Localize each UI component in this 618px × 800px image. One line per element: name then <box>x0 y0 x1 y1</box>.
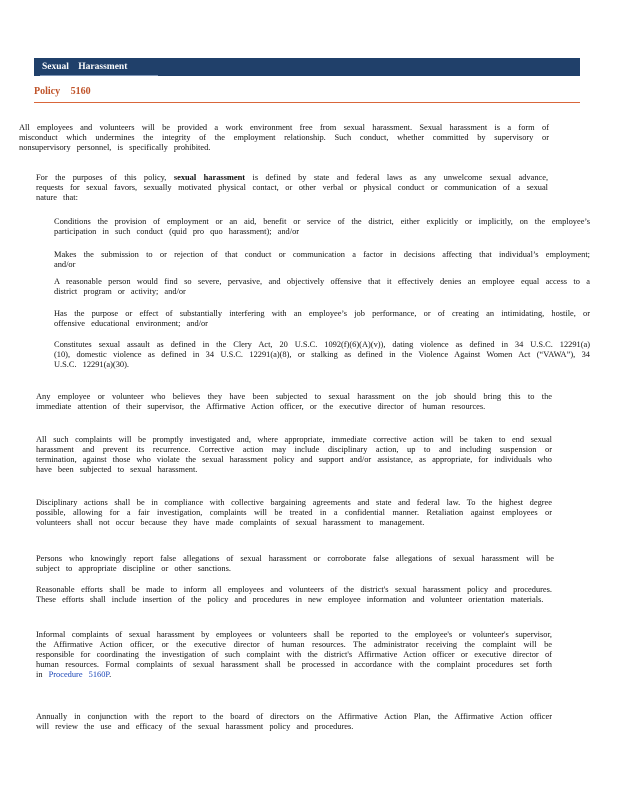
definition-bullet <box>34 340 590 370</box>
reporting-text: Any employee or volunteer who believes they have been subjected to sexual harassment on the job should bring this to the immediate attention of their supervisor, the Affirmative Action officer, or the executive director of human resources. <box>36 392 552 411</box>
policy-divider <box>34 102 580 103</box>
definition-paragraph <box>36 173 548 203</box>
inform-text: Reasonable efforts shall be made to inform all employees and volunteers of the district's sexual harassment policy and procedures. These efforts shall include insertion of the policy and procedures in new employee information and volunteer orientation materials. <box>36 585 552 604</box>
page-title: Sexual Harassment <box>40 58 158 76</box>
discipline-text: Disciplinary actions shall be in compliance with collective bargaining agreements and state and federal law. To the highest degree possible, allowing for a fair investigation, complaints will be treated in a confidential manner. Retaliation against employees or volunteers shall not occur because they have made complaints of sexual harassment to management. <box>36 498 552 527</box>
definition-bullet <box>34 250 590 270</box>
definition-lead: For the purposes of this policy, <box>36 173 167 182</box>
policy-heading <box>34 87 580 97</box>
definition-bullet <box>34 309 590 329</box>
complaints-text: Informal complaints of sexual harassment by employees or volunteers shall be reported to the employee's or volunteer's supervisor, the Affirmative Action officer, or the executive director of human resources. The administrator receiving the complaint will be responsible for coordinating the investigation of such complaint with the district's Affirmative Action officer or executive director of human resources. Formal complaints of sexual harassment shall be processed in accordance with the complaint procedures set forth in <box>36 630 552 679</box>
header-bar <box>34 58 580 76</box>
complaints-paragraph <box>36 630 552 680</box>
intro-paragraph <box>19 123 549 153</box>
annual-review-paragraph <box>36 712 552 732</box>
definition-text: is defined by state and federal laws as any unwelcome sexual advance, requests for sexual favors, sexually motivated physical contact, or other verbal or physical conduct or communication of a sexual nature that: <box>36 173 549 202</box>
definition-bullet <box>34 217 590 237</box>
false-allegations-text: Persons who knowingly report false allegations of sexual harassment or corroborate false allegations of sexual harassment will be subject to appropriate discipline or other sanctions. <box>36 554 554 573</box>
bullet-text: Constitutes sexual assault as defined in the Clery Act, 20 U.S.C. 1092(f)(6)(A)(v)), dating violence as defined in 34 U.S.C. 12291(a)(10), domestic violence as defined in 34 U.S.C. 12291(a)(8), or stalking as defined in the Violence Against Women Act (“VAWA”), 34 U.S.C. 12291(a)(30). <box>54 340 590 369</box>
false-allegations-paragraph <box>36 554 554 574</box>
procedure-link[interactable]: Procedure 5160P <box>48 670 110 679</box>
bullet-text: A reasonable person would find so severe, pervasive, and objectively offensive that it effectively denies an employee equal access to a district program or activity; and/or <box>54 277 590 296</box>
intro-text: All employees and volunteers will be provided a work environment free from sexual harassment. Sexual harassment is a form of misconduct which undermines the integrity of the employment relationship. Such conduct, whether committed by supervisory or nonsupervisory personnel, is specifically prohibited. <box>19 123 549 152</box>
inform-paragraph <box>36 585 552 605</box>
discipline-paragraph <box>36 498 552 528</box>
bullet-text: Has the purpose or effect of substantially interfering with an employee’s job performance, or of creating an intimidating, hostile, or offensive educational environment; and/or <box>54 309 590 328</box>
investigation-paragraph <box>36 435 552 475</box>
policy-label: Policy <box>34 86 61 97</box>
complaints-end: . <box>109 670 112 679</box>
policy-number: 5160 <box>70 86 91 97</box>
bullet-text: Conditions the provision of employment or an aid, benefit or service of the district, either explicitly or implicitly, on the employee’s participation in such conduct (quid pro quo harassment); and/or <box>54 217 590 236</box>
investigation-text: All such complaints will be promptly investigated and, where appropriate, immediate corrective action will be taken to end sexual harassment and prevent its recurrence. Corrective action may include disciplinary action, up to and including suspension or termination, against those who violate the sexual harassment policy and support and/or assistance, as appropriate, for individuals who have been subjected to sexual harassment. <box>36 435 552 474</box>
definition-term: sexual harassment <box>173 173 246 182</box>
bullet-text: Makes the submission to or rejection of that conduct or communication a factor in decisions affecting that individual’s employment; and/or <box>54 250 590 269</box>
definition-bullet <box>34 277 590 297</box>
reporting-paragraph <box>36 392 552 412</box>
annual-review-text: Annually in conjunction with the report to the board of directors on the Affirmative Action Plan, the Affirmative Action officer will review the use and efficacy of the sexual harassment policy and procedures. <box>36 712 552 731</box>
